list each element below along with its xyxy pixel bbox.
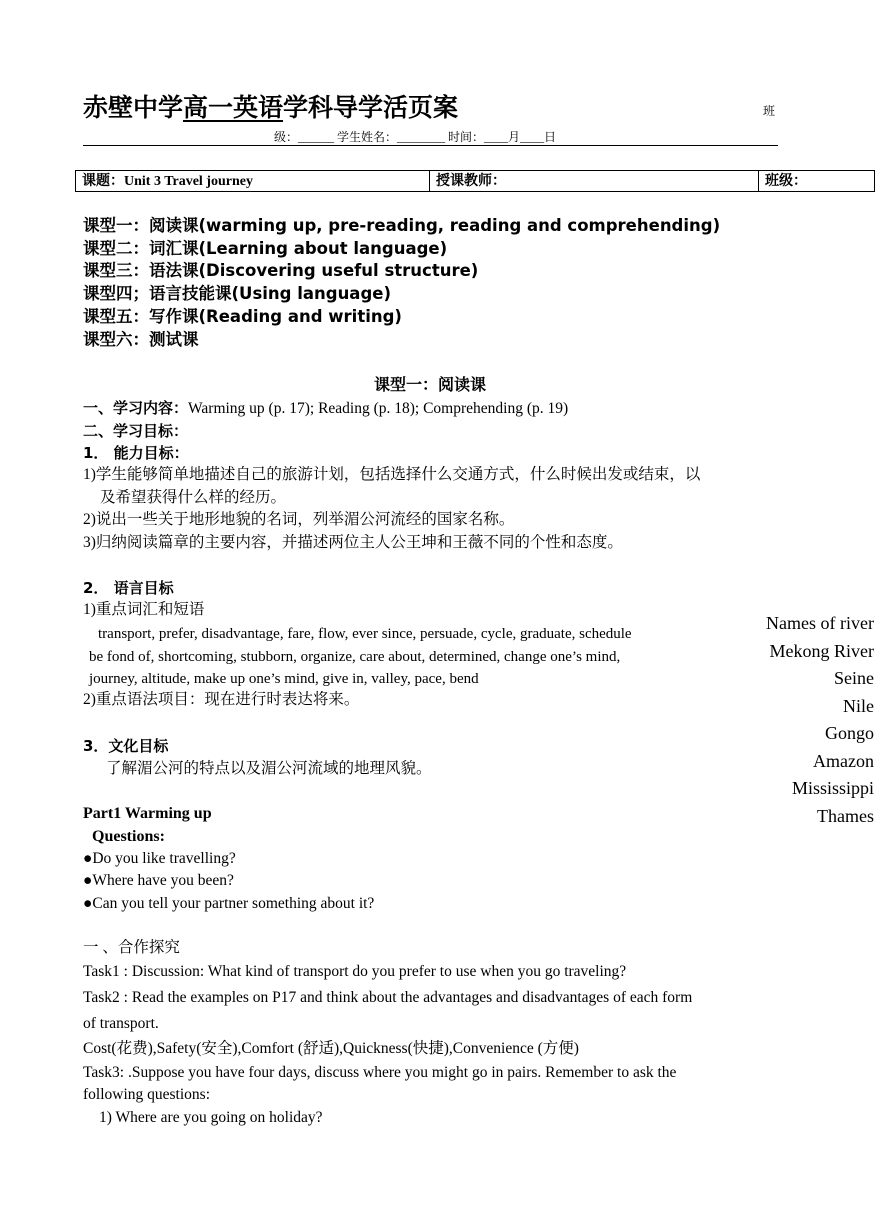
vocab-line-3: journey, altitude, make up one’s mind, give in, valley, pace, bend [89, 671, 479, 687]
task-2: Task2 : Read the examples on P17 and think about the advantages and disadvantages of each form [83, 989, 693, 1006]
river-name: Amazon [813, 750, 874, 771]
culture-goal-text: 了解湄公河的特点以及湄公河流域的地理风貌。 [106, 760, 432, 777]
course-type-item: 课型五：写作课(Reading and writing) [83, 306, 402, 326]
explore-heading: 一 、合作探究 [83, 939, 180, 956]
task-3-cont: following questions: [83, 1086, 211, 1103]
title-grade-subject: 高一英语 [183, 93, 284, 122]
learning-content-text: Warming up (p. 17); Reading (p. 18); Comprehending (p. 19) [188, 400, 569, 417]
vocab-label: 1)重点词汇和短语 [83, 601, 205, 618]
warming-up-title: Part1 Warming up [83, 805, 212, 822]
question-item: ●Where have you been? [83, 872, 234, 889]
culture-goals-label: 3．文化目标 [83, 737, 169, 755]
ability-goal-2: 2)说出一些关于地形地貌的名词，列举湄公河流经的国家名称。 [83, 511, 515, 528]
task-1: Task1 : Discussion: What kind of transport do you prefer to use when you go traveling? [83, 963, 627, 980]
ability-goal-1-cont: 及希望获得什么样的经历。 [100, 489, 287, 506]
course-type-item: 课型四；语言技能课(Using language) [83, 284, 391, 304]
learning-content-label: 一、学习内容： [83, 399, 189, 417]
teacher-cell: 授课教师： [430, 171, 759, 191]
topic-cell: 课题：Unit 3 Travel journey [76, 171, 430, 191]
river-names-list [740, 610, 874, 830]
river-name: Mekong River [769, 640, 874, 661]
river-name: Seine [834, 668, 874, 688]
language-goals-label: 2． 语言目标 [83, 579, 174, 597]
learning-goals-label: 二、学习目标： [83, 422, 189, 440]
river-name: Gongo [825, 723, 874, 743]
course-type-item: 课型一：阅读课(warming up, pre-reading, reading and comprehending) [83, 216, 721, 235]
course-type-item: 课型三：语法课(Discovering useful structure) [83, 261, 479, 281]
course-type-list [83, 215, 720, 351]
task-3-question-1: 1) Where are you going on holiday? [99, 1109, 323, 1126]
course-info-table [75, 170, 875, 192]
ability-goal-1: 1)学生能够简单地描述自己的旅游计划，包括选择什么交通方式，什么时候出发或结束，以 [83, 466, 701, 483]
class-label-ban: 班 [763, 104, 776, 118]
task-3: Task3: .Suppose you have four days, discuss where you might go in pairs. Remember to ask the [83, 1064, 677, 1081]
river-name: Nile [843, 695, 874, 716]
questions-label: Questions: [92, 828, 165, 845]
grammar-goal: 2)重点语法项目：现在进行时表达将来。 [83, 691, 360, 708]
title-doc-type: 学科导学活页案 [283, 93, 459, 122]
task-2-cont: of transport. [83, 1015, 159, 1032]
ability-goals-label: 1． 能力目标： [83, 444, 189, 462]
transport-criteria: Cost(花费),Safety(安全),Comfort (舒适),Quickness(快捷),Convenience (方便) [83, 1040, 579, 1057]
course-type-item: 课型六：测试课 [83, 329, 199, 349]
class-cell: 班级： [765, 173, 807, 189]
learning-content-line [83, 397, 568, 420]
vocab-line-1: transport, prefer, disadvantage, fare, flow, ever since, persuade, cycle, graduate, schedule [98, 626, 632, 642]
river-name: Thames [817, 805, 874, 826]
title-school: 赤壁中学 [83, 93, 184, 122]
section-heading: 课型一：阅读课 [373, 375, 486, 394]
student-info-line: 级：______ 学生姓名：________ 时间：____月____日 [274, 130, 557, 144]
ability-goal-3: 3)归纳阅读篇章的主要内容，并描述两位主人公王坤和王薇不同的个性和态度。 [83, 534, 623, 551]
header-divider [83, 145, 778, 146]
vocab-line-2: be fond of, shortcoming, stubborn, organize, care about, determined, change one’s mind, [89, 649, 621, 665]
page-title [83, 88, 458, 124]
river-name: Mississippi [791, 778, 874, 798]
river-name: Names of river [766, 613, 874, 633]
question-item: ●Do you like travelling? [83, 850, 236, 867]
course-type-item: 课型二：词汇课(Learning about language) [83, 238, 448, 258]
question-item: ●Can you tell your partner something about it? [83, 895, 375, 912]
